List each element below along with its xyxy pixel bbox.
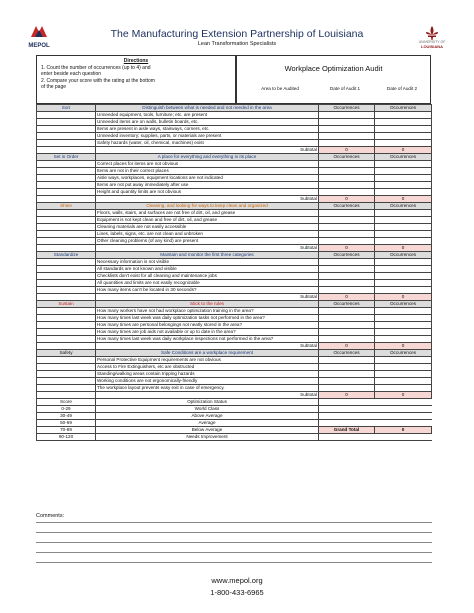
audit-2-count-cell[interactable] [375,126,432,133]
page-title: The Manufacturing Extension Partnership of Louisiana [110,28,364,40]
subtotal-label: Subtotal [96,392,319,399]
blank-cell [37,140,96,147]
score-row [37,420,432,427]
occurrences-label: Occurrences [319,203,375,210]
subtotal-row [37,196,432,203]
occurrences-label: Occurrences [375,350,432,357]
question-row [37,273,432,280]
audit-1-count-cell[interactable] [319,238,375,245]
audit-1-count-cell[interactable] [319,161,375,168]
audit-header-box [236,55,431,104]
question-row [37,133,432,140]
section-header-row [37,105,432,112]
blank-cell [375,420,432,427]
question-text: How many times last week was daily workplace inspections not performed in the area? [96,336,319,343]
section-name: Sustain [37,301,96,308]
score-row [37,434,432,441]
area-audited-label: Area to be Audited [261,86,299,91]
directions-line: 1. Count the number of occurrences (up to 4) and [41,64,151,71]
subtotal-label: Subtotal [96,294,319,301]
question-row [37,315,432,322]
section-name: Standardize [37,252,96,259]
question-row [37,217,432,224]
audit-table [36,104,432,441]
subtotal-audit-1: 0 [319,392,375,399]
date-audit-2-label: Date of Audit 2 [386,86,418,91]
blank-cell [37,231,96,238]
question-text: How many workers have not had workplace optimization training in the area? [96,308,319,315]
question-row [37,378,432,385]
blank-cell [37,168,96,175]
subtotal-audit-2: 0 [375,147,432,154]
subtotal-audit-1: 0 [319,245,375,252]
question-text: Unneeded equipment, tools, furniture; etc. are present [96,112,319,119]
question-text: All standards are not known and visible [96,266,319,273]
blank-cell [375,413,432,420]
question-text: Unneeded inventory; supplies, parts, or materials are present [96,133,319,140]
blank-cell [37,280,96,287]
section-title: Distinguish between what is needed and not needed in the area [96,105,319,112]
question-row [37,231,432,238]
audit-1-count-cell[interactable] [319,140,375,147]
subtotal-audit-2: 0 [375,343,432,350]
audit-2-count-cell[interactable] [375,238,432,245]
blank-cell [37,112,96,119]
question-row [37,280,432,287]
audit-2-count-cell[interactable] [375,308,432,315]
question-text: The workplace layout prevents easy exit in case of emergency. [96,385,319,392]
question-text: Working conditions are not ergonomically-friendly [96,378,319,385]
audit-2-count-cell[interactable] [375,140,432,147]
blank-cell [37,308,96,315]
audit-1-count-cell[interactable] [319,357,375,364]
audit-1-count-cell[interactable] [319,182,375,189]
subtotal-audit-1: 0 [319,294,375,301]
question-text: Access to Fire Extinguishers, etc are obstructed [96,364,319,371]
score-row [37,413,432,420]
question-row [37,112,432,119]
audit-1-count-cell[interactable] [319,378,375,385]
subtotal-label: Subtotal [96,196,319,203]
subtotal-audit-2: 0 [375,392,432,399]
section-header-row [37,203,432,210]
audit-2-count-cell[interactable] [375,315,432,322]
audit-1-count-cell[interactable] [319,280,375,287]
question-text: How many times last week was daily optimization tasks not performed in the area? [96,315,319,322]
comment-line[interactable] [36,522,432,523]
subtotal-audit-1: 0 [319,196,375,203]
question-text: Personal Protective Equipment requirements are not obvious [96,357,319,364]
subtotal-audit-1: 0 [319,343,375,350]
audit-1-count-cell[interactable] [319,329,375,336]
occurrences-label: Occurrences [375,252,432,259]
audit-2-count-cell[interactable] [375,357,432,364]
blank-cell [37,266,96,273]
blank-cell [37,357,96,364]
question-row [37,175,432,182]
audit-1-count-cell[interactable] [319,175,375,182]
question-text: Safety hazards (water, oil, chemical, machines) exist [96,140,319,147]
question-text: How many items can't be located in 30 seconds? [96,287,319,294]
audit-1-count-cell[interactable] [319,133,375,140]
blank-cell [37,147,96,154]
question-row [37,126,432,133]
audit-2-count-cell[interactable] [375,112,432,119]
comment-line[interactable] [36,552,432,553]
section-name: Safety [37,350,96,357]
audit-2-count-cell[interactable] [375,189,432,196]
question-text: Aisle ways, workplaces, equipment locations are not indicated [96,175,319,182]
section-name: Sort [37,105,96,112]
audit-1-count-cell[interactable] [319,308,375,315]
blank-cell [37,329,96,336]
subtotal-row [37,392,432,399]
subtotal-audit-2: 0 [375,196,432,203]
blank-cell [37,224,96,231]
blank-cell [37,322,96,329]
blank-cell [37,385,96,392]
blank-cell [37,294,96,301]
blank-cell [37,196,96,203]
optimization-status: Average [96,420,319,427]
occurrences-label: Occurrences [319,154,375,161]
audit-2-count-cell[interactable] [375,364,432,371]
audit-2-count-cell[interactable] [375,210,432,217]
audit-2-count-cell[interactable] [375,161,432,168]
question-text: Other cleaning problems (of any kind) are present [96,238,319,245]
subtotal-label: Subtotal [96,245,319,252]
audit-1-count-cell[interactable] [319,287,375,294]
audit-2-count-cell[interactable] [375,175,432,182]
blank-cell [37,175,96,182]
score-header-row [37,399,432,406]
audit-1-count-cell[interactable] [319,112,375,119]
directions-line: of the page [41,84,67,90]
question-text: Standing/walking areas contain tripping hazards [96,371,319,378]
score-range: 0-29 [37,406,96,413]
section-title: Stick to the rules [96,301,319,308]
footer-phone: 1-800-433-6965 [210,588,264,597]
section-header-row [37,252,432,259]
question-text: How many times are job aids not available or up to date in the area? [96,329,319,336]
blank-cell [37,189,96,196]
audit-1-count-cell[interactable] [319,315,375,322]
blank-cell [37,161,96,168]
audit-2-count-cell[interactable] [375,273,432,280]
blank-cell [319,399,375,406]
mepol-logo-text: MEPOL [28,43,50,49]
section-title: Maintain and monitor the first three categories [96,252,319,259]
question-text: Items are not in their correct places [96,168,319,175]
blank-cell [37,273,96,280]
occurrences-label: Occurrences [375,154,432,161]
audit-2-count-cell[interactable] [375,259,432,266]
occurrences-label: Occurrences [375,203,432,210]
footer-website[interactable]: www.mepol.org [211,576,263,585]
question-row [37,357,432,364]
audit-1-count-cell[interactable] [319,273,375,280]
blank-cell [37,119,96,126]
occurrences-label: Occurrences [319,105,375,112]
optimization-status: Needs Improvement [96,434,319,441]
section-title: Safe Conditions are a workplace requirement [96,350,319,357]
audit-1-count-cell[interactable] [319,336,375,343]
blank-cell [37,364,96,371]
blank-cell [319,413,375,420]
audit-2-count-cell[interactable] [375,378,432,385]
question-row [37,140,432,147]
question-text: Lines, labels, signs, etc. are not clean and unbroken [96,231,319,238]
audit-1-count-cell[interactable] [319,385,375,392]
page-subtitle: Lean Transformation Specialists [197,41,277,47]
section-name: Set in Order [37,154,96,161]
audit-1-count-cell[interactable] [319,364,375,371]
subtotal-row [37,294,432,301]
question-row [37,189,432,196]
audit-1-count-cell[interactable] [319,224,375,231]
blank-cell [375,434,432,441]
occurrences-label: Occurrences [319,350,375,357]
section-title: A place for everything and everything in its place [96,154,319,161]
question-row [37,119,432,126]
question-row [37,336,432,343]
audit-1-count-cell[interactable] [319,217,375,224]
question-row [37,168,432,175]
score-range: 90-120 [37,434,96,441]
blank-cell [37,336,96,343]
audit-1-count-cell[interactable] [319,189,375,196]
audit-2-count-cell[interactable] [375,322,432,329]
section-title: Cleaning, and looking for ways to keep clean and organized [96,203,319,210]
question-text: How many times are personal belongings not neatly stored in the area? [96,322,319,329]
audit-title: Workplace Optimization Audit [284,64,383,73]
audit-1-count-cell[interactable] [319,322,375,329]
score-range: 50-69 [37,420,96,427]
blank-cell [37,126,96,133]
blank-cell [319,406,375,413]
audit-2-count-cell[interactable] [375,280,432,287]
audit-2-count-cell[interactable] [375,266,432,273]
date-audit-1-label: Date of Audit 1 [329,86,361,91]
occurrences-label: Occurrences [375,105,432,112]
question-text: Necessary information is not visible [96,259,319,266]
comment-line[interactable] [36,532,432,533]
blank-cell [319,434,375,441]
score-row [37,427,432,434]
comments-label: Comments: [36,513,65,519]
fleur-de-lis-icon [425,26,439,40]
question-row [37,329,432,336]
blank-cell [37,371,96,378]
optimization-status: Above Average [96,413,319,420]
directions-line: enter beside each question [41,71,102,77]
blank-cell [375,406,432,413]
subtotal-audit-1: 0 [319,147,375,154]
blank-cell [37,287,96,294]
directions-line: 2. Compare your score with the rating at the bottom [41,77,155,84]
blank-cell [37,378,96,385]
blank-cell [37,210,96,217]
question-row [37,287,432,294]
subtotal-audit-2: 0 [375,245,432,252]
score-range: 30-49 [37,413,96,420]
blank-cell [37,259,96,266]
university-logo-line2: LOUISIANA [421,44,443,49]
university-logo [416,26,448,54]
section-name: Shine [37,203,96,210]
occurrences-label: Occurrences [319,252,375,259]
subtotal-audit-2: 0 [375,294,432,301]
question-row [37,182,432,189]
section-header-row [37,301,432,308]
subtotal-label: Subtotal [96,147,319,154]
audit-2-count-cell[interactable] [375,182,432,189]
blank-cell [37,315,96,322]
optimization-status: Below Average [96,427,319,434]
blank-cell [37,217,96,224]
status-column-header: Optimization Status [96,399,319,406]
subtotal-row [37,245,432,252]
audit-2-count-cell[interactable] [375,287,432,294]
question-row [37,385,432,392]
audit-1-count-cell[interactable] [319,168,375,175]
score-row [37,406,432,413]
audit-1-count-cell[interactable] [319,266,375,273]
section-header-row [37,154,432,161]
question-text: Items are not put away immediately after use [96,182,319,189]
blank-cell [37,343,96,350]
question-row [37,308,432,315]
audit-1-count-cell[interactable] [319,231,375,238]
question-text: All quantities and limits are not easily recognizable [96,280,319,287]
subtotal-label: Subtotal [96,343,319,350]
question-row [37,161,432,168]
question-row [37,322,432,329]
question-text: Items are present in aisle ways, stairways, corners, etc. [96,126,319,133]
question-text: Checklists don't exist for all cleaning and maintenance jobs [96,273,319,280]
audit-1-count-cell[interactable] [319,259,375,266]
audit-2-count-cell[interactable] [375,385,432,392]
audit-1-count-cell[interactable] [319,119,375,126]
section-header-row [37,350,432,357]
audit-2-count-cell[interactable] [375,224,432,231]
question-text: Cleaning materials are not easily accessible [96,224,319,231]
occurrences-label: Occurrences [375,301,432,308]
blank-cell [375,399,432,406]
audit-2-count-cell[interactable] [375,119,432,126]
directions-heading: Directions [123,58,149,64]
grand-total-audit-1: 0 [375,427,432,434]
question-row [37,210,432,217]
question-row [37,259,432,266]
audit-2-count-cell[interactable] [375,329,432,336]
question-row [37,266,432,273]
question-text: Height and quantity limits are not obvious [96,189,319,196]
comment-line[interactable] [36,542,432,543]
question-row [37,371,432,378]
audit-1-count-cell[interactable] [319,210,375,217]
score-range: 70-89 [37,427,96,434]
audit-2-count-cell[interactable] [375,336,432,343]
score-column-header: Score [37,399,96,406]
blank-cell [37,133,96,140]
occurrences-label: Occurrences [319,301,375,308]
blank-cell [37,182,96,189]
university-logo-line1: UNIVERSITY OF [418,40,446,44]
audit-2-count-cell[interactable] [375,231,432,238]
question-text: Correct places for items are not obvious [96,161,319,168]
audit-1-count-cell[interactable] [319,371,375,378]
subtotal-row [37,147,432,154]
audit-2-count-cell[interactable] [375,133,432,140]
question-text: Floors, walls, stairs, and surfaces are not free of dirt, oil, and grease [96,210,319,217]
question-text: Equipment is not kept clean and free of dirt, oil, and grease [96,217,319,224]
audit-2-count-cell[interactable] [375,217,432,224]
blank-cell [37,238,96,245]
question-text: Unneeded items are on walls, bulletin boards, etc. [96,119,319,126]
question-row [37,364,432,371]
audit-2-count-cell[interactable] [375,168,432,175]
optimization-status: World Class [96,406,319,413]
grand-total-label: Grand Total [319,427,375,434]
blank-cell [319,420,375,427]
question-row [37,224,432,231]
blank-cell [37,392,96,399]
subtotal-row [37,343,432,350]
comment-line[interactable] [36,562,432,563]
question-row [37,238,432,245]
blank-cell [37,245,96,252]
audit-1-count-cell[interactable] [319,126,375,133]
directions-box [36,55,236,104]
audit-2-count-cell[interactable] [375,371,432,378]
